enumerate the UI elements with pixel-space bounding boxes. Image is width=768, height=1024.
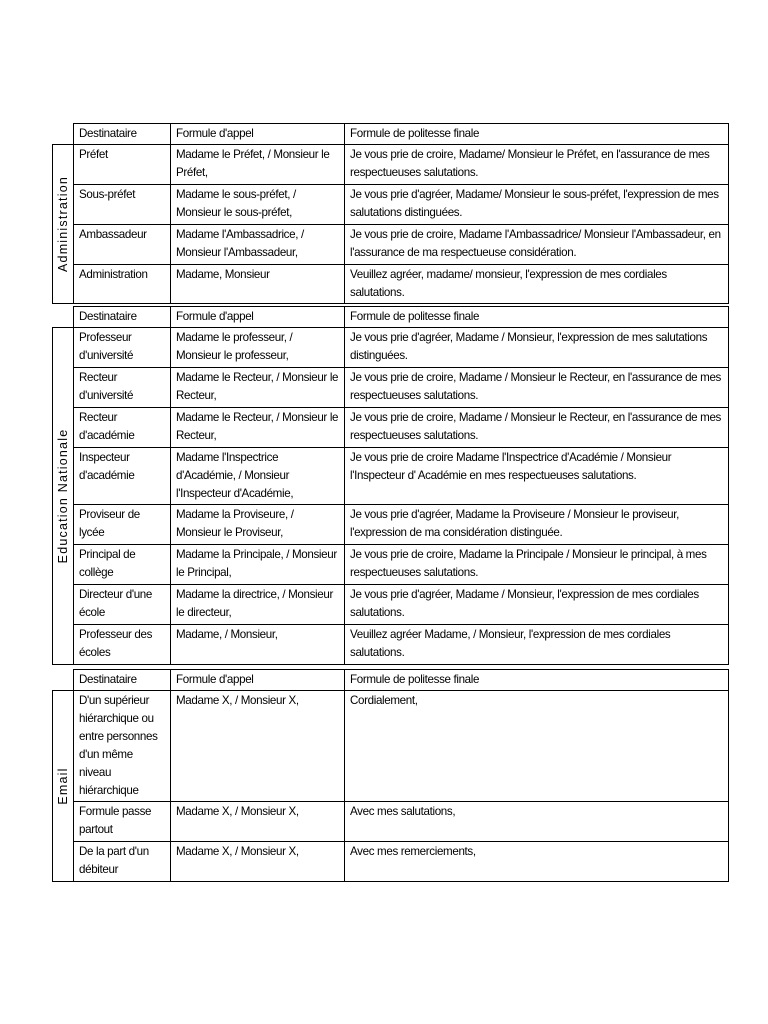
cell-formule-politesse: Je vous prie d'agréer, Madame la Proviseure / Monsieur le proviseur, l'expression de ma considération distinguée. — [345, 505, 729, 545]
cell-formule-appel: Madame le professeur, / Monsieur le professeur, — [171, 328, 345, 368]
table-row — [53, 368, 729, 408]
table-row — [53, 265, 729, 304]
section-label: Education Nationale — [56, 428, 70, 564]
cell-destinataire: Proviseur de lycée — [74, 505, 171, 545]
cell-destinataire: Recteur d'université — [74, 368, 171, 408]
cell-formule-appel: Madame l'Inspectrice d'Académie, / Monsieur l'Inspecteur d'Académie, — [171, 448, 345, 505]
cell-formule-appel: Madame le sous-préfet, / Monsieur le sous-préfet, — [171, 185, 345, 225]
table-row — [53, 408, 729, 448]
cell-formule-politesse: Cordialement, — [345, 691, 729, 802]
header-formule-appel: Formule d'appel — [171, 124, 345, 145]
cell-formule-appel: Madame l'Ambassadrice, / Monsieur l'Ambassadeur, — [171, 225, 345, 265]
header-destinataire: Destinataire — [74, 307, 171, 328]
cell-destinataire: Préfet — [74, 145, 171, 185]
table-row — [53, 691, 729, 802]
table-administration — [52, 123, 728, 304]
cell-formule-politesse: Je vous prie de croire, Madame la Principale / Monsieur le principal, à mes respectueuses salutations. — [345, 545, 729, 585]
header-formule-politesse: Formule de politesse finale — [345, 307, 729, 328]
table-email — [52, 669, 728, 882]
cell-destinataire: Inspecteur d'académie — [74, 448, 171, 505]
header-destinataire: Destinataire — [74, 124, 171, 145]
table-row — [53, 545, 729, 585]
cell-destinataire: Formule passe partout — [74, 802, 171, 842]
table-row — [53, 842, 729, 882]
cell-formule-politesse: Je vous prie de croire Madame l'Inspectrice d'Académie / Monsieur l'Inspecteur d' Académie en mes respectueuses salutations. — [345, 448, 729, 505]
cell-formule-politesse: Je vous prie de croire, Madame / Monsieur le Recteur, en l'assurance de mes respectueuses salutations. — [345, 408, 729, 448]
table-row — [53, 505, 729, 545]
table-row — [53, 185, 729, 225]
header-formule-appel: Formule d'appel — [171, 670, 345, 691]
cell-formule-appel: Madame le Recteur, / Monsieur le Recteur, — [171, 368, 345, 408]
section-label-cell — [53, 328, 74, 665]
cell-formule-appel: Madame le Recteur, / Monsieur le Recteur, — [171, 408, 345, 448]
cell-formule-appel: Madame X, / Monsieur X, — [171, 842, 345, 882]
header-formule-appel: Formule d'appel — [171, 307, 345, 328]
cell-formule-politesse: Je vous prie de croire, Madame / Monsieur le Recteur, en l'assurance de mes respectueuses salutations. — [345, 368, 729, 408]
table-row — [53, 328, 729, 368]
cell-formule-politesse: Je vous prie d'agréer, Madame / Monsieur, l'expression de mes cordiales salutations. — [345, 585, 729, 625]
cell-formule-politesse: Je vous prie de croire, Madame l'Ambassadrice/ Monsieur l'Ambassadeur, en l'assurance de ma respectueuse considération. — [345, 225, 729, 265]
cell-formule-politesse: Veuillez agréer Madame, / Monsieur, l'expression de mes cordiales salutations. — [345, 625, 729, 665]
cell-formule-appel: Madame X, / Monsieur X, — [171, 691, 345, 802]
cell-destinataire: Professeur des écoles — [74, 625, 171, 665]
cell-formule-politesse: Je vous prie d'agréer, Madame / Monsieur, l'expression de mes salutations distinguées. — [345, 328, 729, 368]
table-education-nationale — [52, 306, 728, 665]
section-label-cell — [53, 691, 74, 882]
header-destinataire: Destinataire — [74, 670, 171, 691]
cell-formule-appel: Madame, Monsieur — [171, 265, 345, 304]
table-header-row — [53, 124, 729, 145]
table-row — [53, 448, 729, 505]
cell-destinataire: Professeur d'université — [74, 328, 171, 368]
cell-formule-appel: Madame la Proviseure, / Monsieur le Proviseur, — [171, 505, 345, 545]
table-row — [53, 145, 729, 185]
cell-destinataire: Administration — [74, 265, 171, 304]
header-formule-politesse: Formule de politesse finale — [345, 670, 729, 691]
header-formule-politesse: Formule de politesse finale — [345, 124, 729, 145]
section-label: Email — [56, 767, 70, 805]
table-row — [53, 585, 729, 625]
cell-formule-appel: Madame le Préfet, / Monsieur le Préfet, — [171, 145, 345, 185]
cell-destinataire: D'un supérieur hiérarchique ou entre personnes d'un même niveau hiérarchique — [74, 691, 171, 802]
cell-destinataire: De la part d'un débiteur — [74, 842, 171, 882]
cell-formule-appel: Madame, / Monsieur, — [171, 625, 345, 665]
cell-formule-politesse: Avec mes remerciements, — [345, 842, 729, 882]
cell-destinataire: Sous-préfet — [74, 185, 171, 225]
cell-destinataire: Ambassadeur — [74, 225, 171, 265]
table-header-row — [53, 670, 729, 691]
cell-destinataire: Recteur d'académie — [74, 408, 171, 448]
table-row — [53, 802, 729, 842]
table-row — [53, 225, 729, 265]
table-row — [53, 625, 729, 665]
cell-formule-appel: Madame la Principale, / Monsieur le Principal, — [171, 545, 345, 585]
cell-formule-politesse: Je vous prie de croire, Madame/ Monsieur le Préfet, en l'assurance de mes respectueuses salutations. — [345, 145, 729, 185]
cell-formule-politesse: Je vous prie d'agréer, Madame/ Monsieur le sous-préfet, l'expression de mes salutations distinguées. — [345, 185, 729, 225]
section-label-cell — [53, 145, 74, 304]
cell-destinataire: Directeur d'une école — [74, 585, 171, 625]
cell-formule-politesse: Veuillez agréer, madame/ monsieur, l'expression de mes cordiales salutations. — [345, 265, 729, 304]
cell-formule-appel: Madame la directrice, / Monsieur le directeur, — [171, 585, 345, 625]
cell-formule-appel: Madame X, / Monsieur X, — [171, 802, 345, 842]
cell-formule-politesse: Avec mes salutations, — [345, 802, 729, 842]
section-label: Administration — [56, 176, 70, 272]
table-header-row — [53, 307, 729, 328]
cell-destinataire: Principal de collège — [74, 545, 171, 585]
